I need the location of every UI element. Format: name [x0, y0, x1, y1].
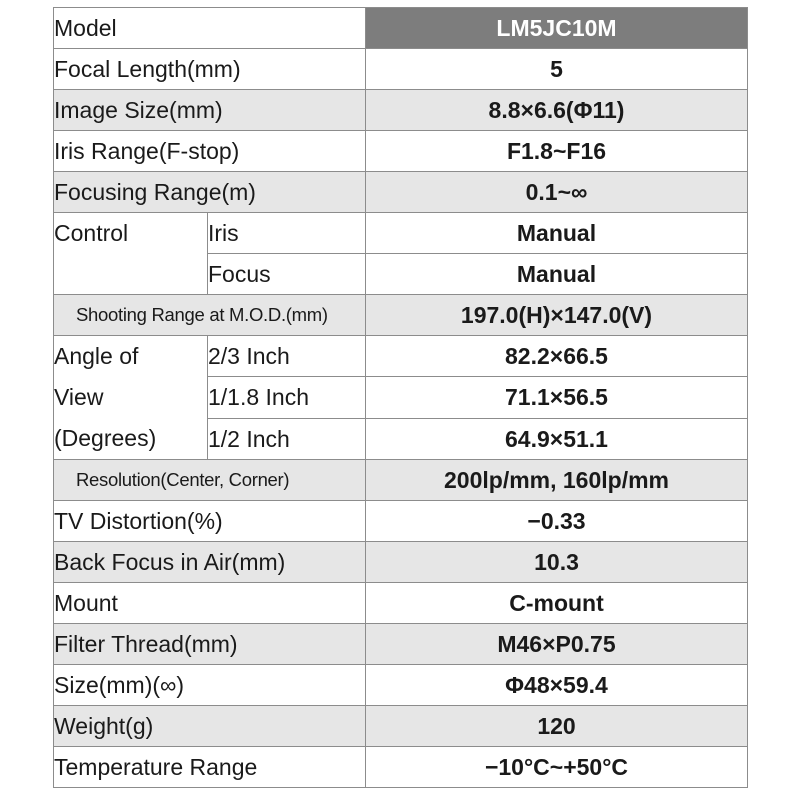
temperature-range-value: −10°C~+50°C [366, 747, 748, 788]
control-focus-value: Manual [366, 254, 748, 295]
table-row [54, 49, 748, 90]
table-row [54, 90, 748, 131]
resolution-label: Resolution(Center, Corner) [54, 460, 366, 501]
back-focus-label: Back Focus in Air(mm) [54, 542, 366, 583]
model-value: LM5JC10M [366, 8, 748, 49]
angle-value: 71.1×56.5 [366, 377, 748, 418]
focusing-range-label: Focusing Range(m) [54, 172, 366, 213]
angle-sensor-label: 1/1.8 Inch [208, 377, 366, 418]
table-row [54, 747, 748, 788]
filter-thread-label: Filter Thread(mm) [54, 624, 366, 665]
table-row [54, 624, 748, 665]
angle-label-line3: (Degrees) [54, 425, 157, 451]
focal-length-value: 5 [366, 49, 748, 90]
size-label: Size(mm)(∞) [54, 665, 366, 706]
table-row [54, 172, 748, 213]
mount-label: Mount [54, 583, 366, 624]
weight-label: Weight(g) [54, 706, 366, 747]
table-row [54, 460, 748, 501]
focal-length-label: Focal Length(mm) [54, 49, 366, 90]
resolution-value: 200lp/mm, 160lp/mm [366, 460, 748, 501]
tv-distortion-label: TV Distortion(%) [54, 501, 366, 542]
table-row [54, 295, 748, 336]
model-label: Model [54, 8, 366, 49]
table-row [54, 706, 748, 747]
weight-value: 120 [366, 706, 748, 747]
shooting-range-value: 197.0(H)×147.0(V) [366, 295, 748, 336]
angle-value: 82.2×66.5 [366, 336, 748, 377]
angle-sensor-label: 2/3 Inch [208, 336, 366, 377]
control-focus-label: Focus [208, 254, 366, 295]
size-value: Φ48×59.4 [366, 665, 748, 706]
angle-of-view-label [54, 336, 208, 460]
control-label: Control [54, 213, 208, 295]
table-row [54, 501, 748, 542]
angle-value: 64.9×51.1 [366, 418, 748, 459]
image-size-label: Image Size(mm) [54, 90, 366, 131]
table-row [54, 665, 748, 706]
table-row [54, 583, 748, 624]
temperature-range-label: Temperature Range [54, 747, 366, 788]
image-size-value: 8.8×6.6(Φ11) [366, 90, 748, 131]
filter-thread-value: M46×P0.75 [366, 624, 748, 665]
back-focus-value: 10.3 [366, 542, 748, 583]
focusing-range-value: 0.1~∞ [366, 172, 748, 213]
angle-label-line1: Angle of [54, 343, 139, 369]
iris-range-value: F1.8~F16 [366, 131, 748, 172]
table-row-angle-1 [54, 336, 748, 377]
angle-sensor-label: 1/2 Inch [208, 418, 366, 459]
table-row [54, 542, 748, 583]
table-row [54, 131, 748, 172]
tv-distortion-value: −0.33 [366, 501, 748, 542]
control-iris-label: Iris [208, 213, 366, 254]
table-row-control-iris [54, 213, 748, 254]
mount-value: C-mount [366, 583, 748, 624]
shooting-range-label: Shooting Range at M.O.D.(mm) [54, 295, 366, 336]
iris-range-label: Iris Range(F-stop) [54, 131, 366, 172]
spec-table [53, 7, 748, 788]
table-row-model [54, 8, 748, 49]
angle-label-line2: View [54, 384, 104, 410]
control-iris-value: Manual [366, 213, 748, 254]
